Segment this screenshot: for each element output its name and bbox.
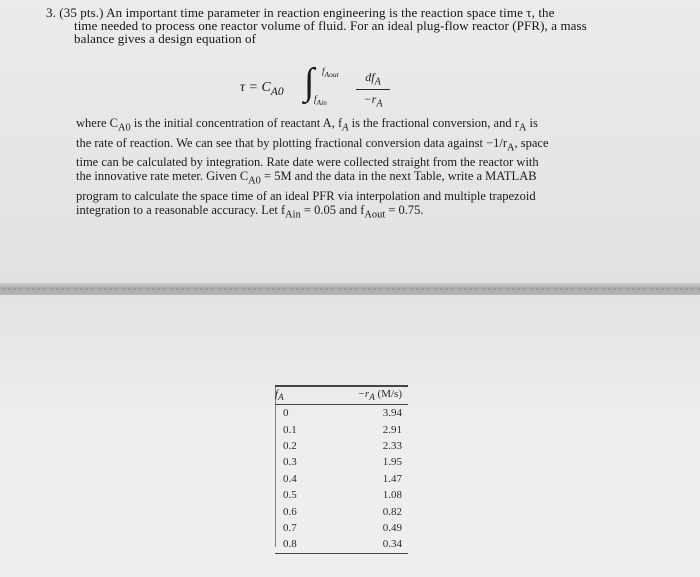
design-equation — [240, 61, 490, 110]
header-fA: $f_A$ — [275, 386, 337, 405]
rate-data-table — [275, 385, 408, 554]
cell-rA: 1.47 — [382, 472, 402, 485]
integrand-numerator: $df_A$ — [356, 70, 390, 90]
cell-rA: 2.33 — [382, 439, 402, 452]
description-line-2: the rate of reaction. We can see that by plotting fractional conversion data against $-1/r_A$, space — [76, 135, 549, 153]
description-line-3: time can be calculated by integration. Rate date were collected straight from the reactor with — [76, 155, 539, 169]
table-row — [275, 421, 408, 437]
table-row — [275, 536, 408, 553]
problem-description — [76, 116, 636, 222]
screen-divider-texture — [0, 287, 700, 291]
table-row — [275, 520, 408, 536]
upper-limit: $f_{Aout}$ — [322, 66, 339, 79]
integrand-fraction — [356, 70, 390, 110]
cell-fA: 0.3 — [283, 456, 297, 469]
table-row — [275, 454, 408, 470]
description-line-4: the innovative rate meter. Given $C_{A0} = 5M$ and the data in the next Table, write a MATLAB — [76, 169, 537, 187]
cell-rA: 0.34 — [337, 536, 408, 553]
description-line-6: integration to a reasonable accuracy. Let $f_{Ain} = 0.05$ and $f_{Aout} = 0.75$. — [76, 202, 424, 220]
cell-fA: 0.2 — [283, 439, 297, 452]
cell-rA: 3.94 — [382, 407, 402, 420]
problem-statement — [46, 6, 626, 45]
table-header-row — [275, 386, 408, 405]
lower-limit: $f_{Ain}$ — [314, 94, 327, 107]
cell-fA: 0.8 — [275, 536, 337, 553]
problem-line-3: balance gives a design equation of — [74, 31, 257, 46]
problem-line-2: time needed to process one reactor volume of fluid. For an ideal plug-flow reactor (PFR), a mass — [74, 18, 587, 33]
problem-line-1: 3. (35 pts.) An important time parameter in reaction engineering is the reaction space time τ, the — [46, 5, 555, 20]
cell-rA: 0.82 — [382, 505, 402, 518]
equation-lhs: $\tau = C_{A0}$ — [240, 80, 284, 98]
cell-fA: 0.1 — [283, 423, 297, 436]
table-row — [275, 487, 408, 503]
table-row — [275, 438, 408, 454]
cell-rA: 0.49 — [382, 521, 402, 534]
cell-rA: 1.08 — [382, 489, 402, 502]
cell-fA: 0.6 — [283, 505, 297, 518]
description-line-5: program to calculate the space time of an ideal PFR via interpolation and multiple trapezoid — [76, 188, 536, 203]
description-line-1: where $C_{A0}$ is the initial concentration of reactant A, $f_A$ is the fractional conversion, and $r_A$ is — [76, 116, 538, 134]
table-row — [275, 503, 408, 519]
cell-fA: 0.4 — [283, 472, 297, 485]
integrand-denominator: $-r_A$ — [363, 92, 383, 110]
cell-rA: 2.91 — [382, 423, 402, 436]
table-row — [275, 471, 408, 487]
cell-fA: 0.7 — [283, 521, 297, 534]
integral-sign: ∫ — [304, 61, 315, 103]
cell-rA: 1.95 — [382, 456, 402, 469]
cell-fA: 0.5 — [283, 489, 297, 502]
table-row — [275, 405, 408, 422]
header-rA: $-r_A$ (M/s) — [337, 386, 408, 405]
cell-fA: 0 — [283, 407, 289, 420]
